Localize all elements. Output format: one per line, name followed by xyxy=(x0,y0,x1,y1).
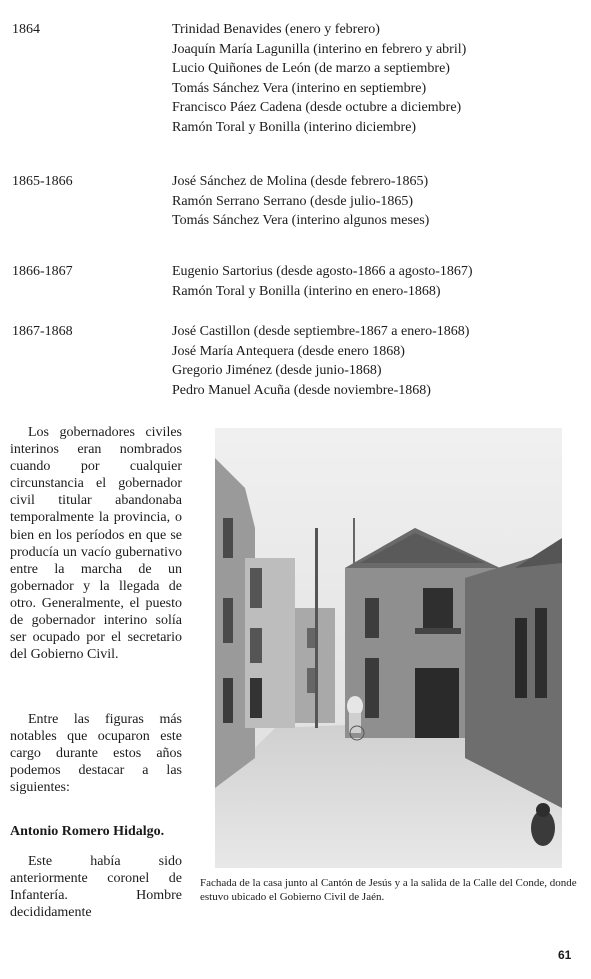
governor-entry: Lucio Quiñones de León (de marzo a septiembre) xyxy=(172,61,450,76)
governor-entry: José Castillon (desde septiembre-1867 a enero-1868) xyxy=(172,324,470,339)
governor-names xyxy=(172,262,473,301)
governor-names xyxy=(172,20,466,137)
governor-entry: Trinidad Benavides (enero y febrero) xyxy=(172,22,380,37)
governor-entry: Eugenio Sartorius (desde agosto-1866 a agosto-1867) xyxy=(172,264,473,279)
section-heading: Antonio Romero Hidalgo. xyxy=(10,824,165,839)
governor-entry: Ramón Serrano Serrano (desde julio-1865) xyxy=(172,193,414,209)
period-label: 1864 xyxy=(12,22,40,37)
body-paragraph: Este había sido anteriormente coronel de Infantería. Hombre decididamente xyxy=(10,854,182,921)
governor-entry: Ramón Toral y Bonilla (interino diciembre) xyxy=(172,119,417,135)
period-label: 1866-1867 xyxy=(12,264,73,279)
period-label: 1865-1866 xyxy=(12,174,73,189)
body-paragraph: Los gobernadores civiles interinos eran nombrados cuando por cualquier circunstancia el gobernador civil titular abandonaba temporalmente la provincia, o bien en los períodos en que se producía un vacío gubernativo entre la marcha de un gobernador y la llegada de otro. Generalmente, el puesto de gobernador interino solía ser ocupado por el secretario del Gobierno Civil. xyxy=(10,425,182,663)
governor-entry: Joaquín María Lagunilla (interino en febrero y abril) xyxy=(172,41,467,57)
governor-entry: José Sánchez de Molina (desde febrero-1865) xyxy=(172,174,429,189)
photo-caption: Fachada de la casa junto al Cantón de Jesús y a la salida de la Calle del Conde, donde estuvo ubicado el Gobierno Civil de Jaén. xyxy=(200,877,577,903)
governor-entry: José María Antequera (desde enero 1868) xyxy=(172,343,405,359)
street-photograph xyxy=(215,428,562,868)
governor-names xyxy=(172,172,429,231)
governor-entry: Tomás Sánchez Vera (interino algunos meses) xyxy=(172,213,430,228)
governor-names xyxy=(172,322,469,400)
governor-entry: Tomás Sánchez Vera (interino en septiembre) xyxy=(172,80,427,96)
governor-entry: Ramón Toral y Bonilla (interino en enero-1868) xyxy=(172,283,441,299)
governor-entry: Gregorio Jiménez (desde junio-1868) xyxy=(172,363,382,378)
body-paragraph: Entre las figuras más notables que ocuparon este cargo durante estos años podemos destacar a las siguientes: xyxy=(10,712,182,796)
governor-entry: Pedro Manuel Acuña (desde noviembre-1868) xyxy=(172,382,431,398)
governor-entry: Francisco Páez Cadena (desde octubre a diciembre) xyxy=(172,100,462,115)
page-number: 61 xyxy=(558,948,572,962)
period-label: 1867-1868 xyxy=(12,324,73,339)
